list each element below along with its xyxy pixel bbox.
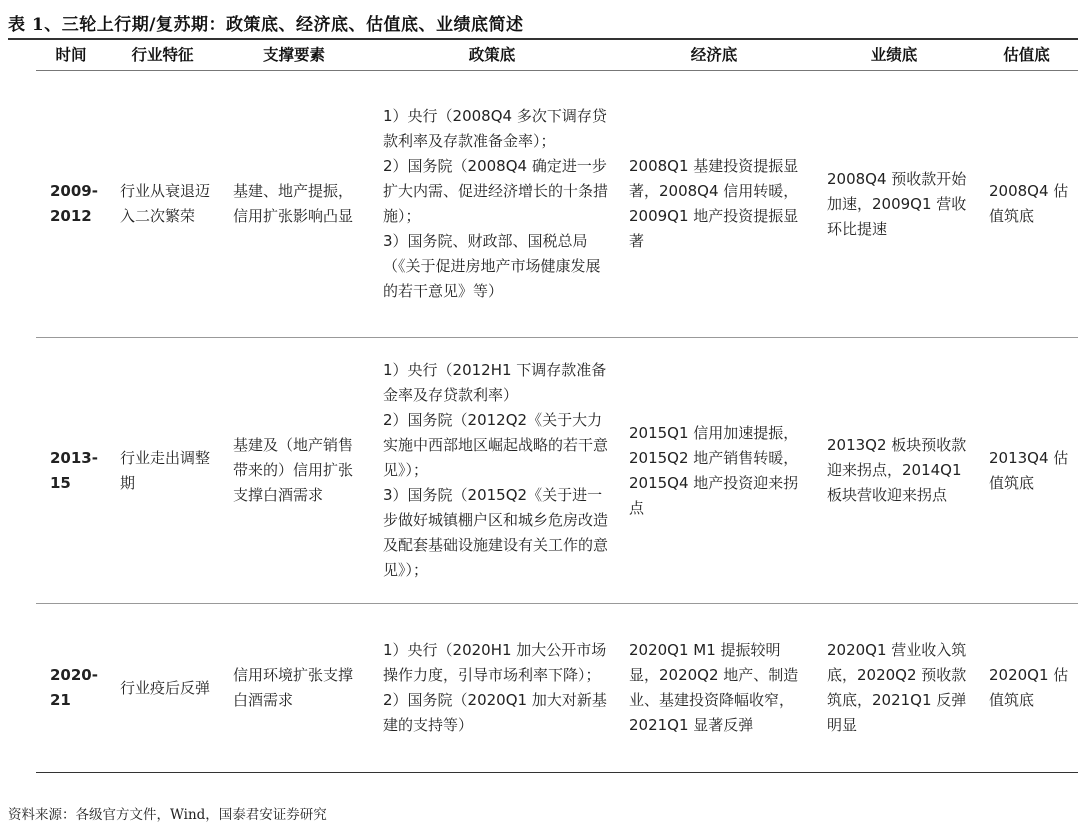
col-header-earnings: 业绩底: [813, 40, 975, 71]
col-header-economy: 经济底: [615, 40, 813, 71]
source-note: 资料来源：各级官方文件，Wind，国泰君安证券研究: [8, 807, 327, 823]
cell-valuation: 2008Q4 估值筑底: [975, 71, 1078, 338]
table-title: 表 1、三轮上行期/复苏期：政策底、经济底、估值底、业绩底简述: [8, 15, 524, 35]
cell-support: 信用环境扩张支撑白酒需求: [219, 604, 369, 773]
col-header-feature: 行业特征: [106, 40, 219, 71]
policy-item: 1）央行（2020H1 加大公开市场操作力度，引导市场利率下降）；: [383, 641, 607, 684]
cell-period: 2013-15: [36, 338, 106, 604]
cell-support: 基建、地产提振，信用扩张影响凸显: [219, 71, 369, 338]
cell-feature: 行业走出调整期: [106, 338, 219, 604]
table-row: [36, 604, 1078, 773]
cell-policy: [369, 71, 615, 338]
cell-valuation: 2020Q1 估值筑底: [975, 604, 1078, 773]
cell-support: 基建及（地产销售带来的）信用扩张支撑白酒需求: [219, 338, 369, 604]
cell-valuation: 2013Q4 估值筑底: [975, 338, 1078, 604]
table-row: [36, 338, 1078, 604]
col-header-valuation: 估值底: [975, 40, 1078, 71]
comparison-table: [36, 40, 1078, 773]
cell-economy: 2020Q1 M1 提振较明显，2020Q2 地产、制造业、基建投资降幅收窄，2021Q1 显著反弹: [615, 604, 813, 773]
cell-economy: 2008Q1 基建投资提振显著，2008Q4 信用转暖，2009Q1 地产投资提振显著: [615, 71, 813, 338]
policy-item: 3）国务院、财政部、国税总局（《关于促进房地产市场健康发展的若干意见》等）: [383, 232, 601, 300]
cell-policy: [369, 338, 615, 604]
cell-period: 2020-21: [36, 604, 106, 773]
cell-feature: 行业疫后反弹: [106, 604, 219, 773]
col-header-support: 支撑要素: [219, 40, 369, 71]
policy-item: 1）央行（2008Q4 多次下调存贷款利率及存款准备金率）；: [383, 107, 607, 150]
policy-item: 2）国务院（2012Q2《关于大力实施中西部地区崛起战略的若干意见》）；: [383, 411, 609, 479]
cell-feature: 行业从衰退迈入二次繁荣: [106, 71, 219, 338]
cell-period: 2009-2012: [36, 71, 106, 338]
col-header-policy: 政策底: [369, 40, 615, 71]
header-row: [36, 40, 1078, 71]
policy-item: 2）国务院（2008Q4 确定进一步扩大内需、促进经济增长的十条措施）；: [383, 157, 609, 225]
policy-item: 2）国务院（2020Q1 加大对新基建的支持等）: [383, 691, 607, 734]
table-row: [36, 71, 1078, 338]
col-header-time: 时间: [36, 40, 106, 71]
cell-earnings: 2013Q2 板块预收款迎来拐点，2014Q1 板块营收迎来拐点: [813, 338, 975, 604]
cell-earnings: 2020Q1 营业收入筑底，2020Q2 预收款筑底，2021Q1 反弹明显: [813, 604, 975, 773]
policy-item: 1）央行（2012H1 下调存款准备金率及存贷款利率）: [383, 361, 607, 404]
policy-item: 3）国务院（2015Q2《关于进一步做好城镇棚户区和城乡危房改造及配套基础设施建设有关工作的意见》）；: [383, 486, 609, 579]
cell-policy: [369, 604, 615, 773]
cell-earnings: 2008Q4 预收款开始加速，2009Q1 营收环比提速: [813, 71, 975, 338]
cell-economy: 2015Q1 信用加速提振，2015Q2 地产销售转暖，2015Q4 地产投资迎来拐点: [615, 338, 813, 604]
